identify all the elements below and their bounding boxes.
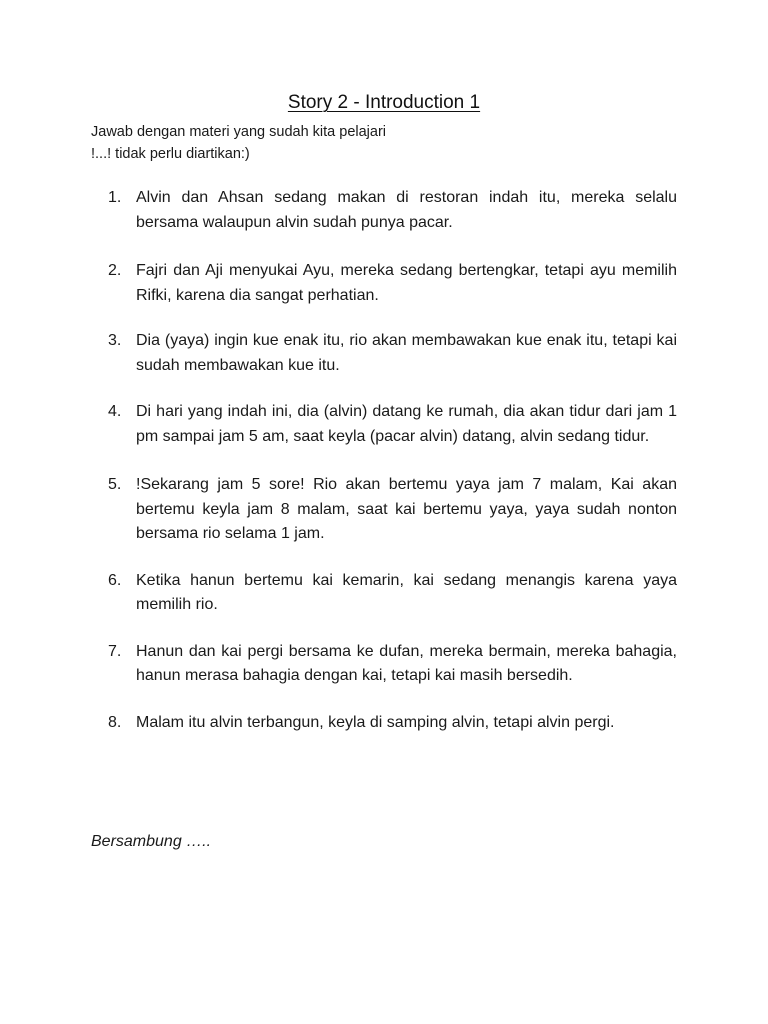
question-number: 8. <box>108 713 122 731</box>
document-title: Story 2 - Introduction 1 <box>287 92 481 113</box>
question-number: 7. <box>108 642 122 660</box>
question-text: Ketika hanun bertemu kai kemarin, kai sedang menangis karena yaya memilih rio. <box>136 571 677 613</box>
question-text: Alvin dan Ahsan sedang makan di restoran indah itu, mereka selalu bersama walaupun alvin sudah punya pacar. <box>136 189 677 231</box>
question-number: 4. <box>108 403 122 420</box>
question-text: Dia (yaya) ingin kue enak itu, rio akan membawakan kue enak itu, tetapi kai sudah membawakan kue itu. <box>136 332 677 374</box>
question-number: 3. <box>108 332 122 349</box>
instructions-block <box>91 121 386 165</box>
question-item <box>108 259 677 308</box>
question-item <box>108 329 677 378</box>
question-list <box>108 186 677 735</box>
question-text: Fajri dan Aji menyukai Ayu, mereka sedang bertengkar, tetapi ayu memilih Rifki, karena dia sangat perhatian. <box>136 262 677 304</box>
question-text: Malam itu alvin terbangun, keyla di samping alvin, tetapi alvin pergi. <box>136 713 615 731</box>
instruction-line: !...! tidak perlu diartikan:) <box>91 146 250 162</box>
question-text: Di hari yang indah ini, dia (alvin) datang ke rumah, dia akan tidur dari jam 1 pm sampai jam 5 am, saat keyla (pacar alvin) datang, alvin sedang tidur. <box>136 403 677 445</box>
question-item <box>108 473 677 547</box>
question-text: !Sekarang jam 5 sore! Rio akan bertemu yaya jam 7 malam, Kai akan bertemu keyla jam 8 malam, saat kai bertemu yaya, yaya sudah nonton bersama rio selama 1 jam. <box>136 476 677 542</box>
instruction-line: Jawab dengan materi yang sudah kita pelajari <box>91 124 387 140</box>
question-item <box>108 569 677 618</box>
question-number: 5. <box>108 476 122 493</box>
question-text: Hanun dan kai pergi bersama ke dufan, mereka bermain, mereka bahagia, hanun merasa bahagia dengan kai, tetapi kai masih bersedih. <box>136 642 677 684</box>
question-item <box>108 186 677 235</box>
question-item <box>108 400 677 449</box>
question-item <box>108 640 677 689</box>
question-number: 1. <box>108 189 122 206</box>
question-item <box>108 711 677 736</box>
question-number: 6. <box>108 571 122 589</box>
closing-text: Bersambung ….. <box>91 833 212 850</box>
question-number: 2. <box>108 262 122 279</box>
